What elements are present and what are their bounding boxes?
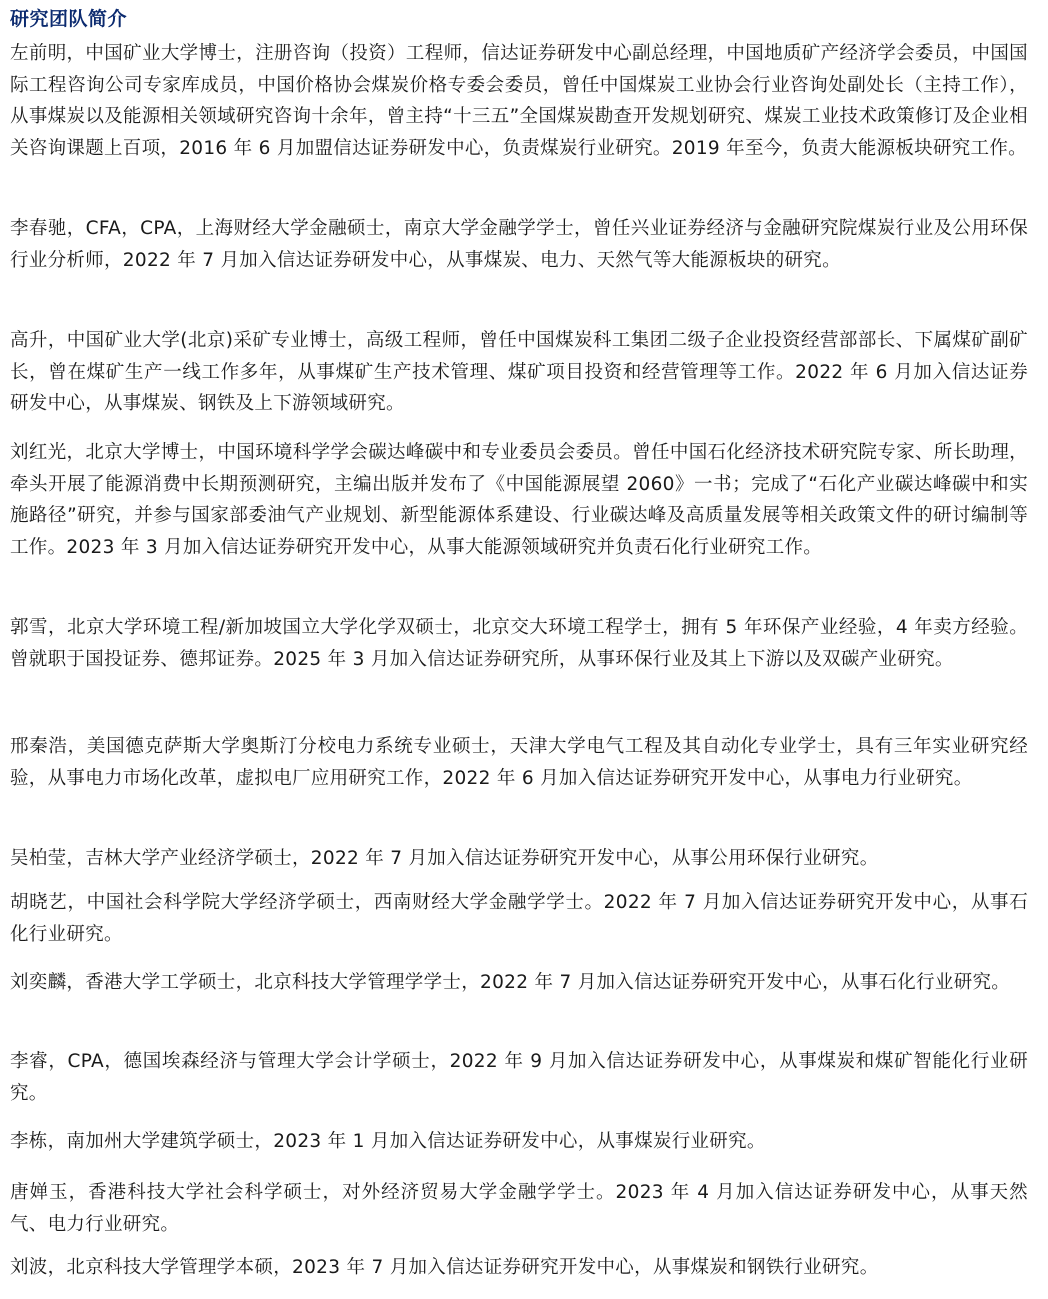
bio-liu-hongguang: 刘红光，北京大学博士，中国环境科学学会碳达峰碳中和专业委员会委员。曾任中国石化经济技术研究院专家、所长助理，牵头开展了能源消费中长期预测研究，主编出版并发布了《中国能源展望 2060》一书；完成了“石化产业碳达峰碳中和实施路径”研究，并参与国家部委油气产业规划、新型能源体系建设、行业碳达峰及高质量发展等相关政策文件的研讨编制等工作。2023 年 3 月加入信达证券研究开发中心，从事大能源领域研究并负责石化行业研究工作。: [10, 442, 1028, 558]
bio-liu-yilin: 刘奕麟，香港大学工学硕士，北京科技大学管理学学士，2022 年 7 月加入信达证券研究开发中心，从事石化行业研究。: [10, 972, 1011, 993]
bio-li-chunchi: 李春驰，CFA，CPA，上海财经大学金融硕士，南京大学金融学学士，曾任兴业证券经济与金融研究院煤炭行业及公用环保行业分析师，2022 年 7 月加入信达证券研发中心，从事煤炭、电力、天然气等大能源板块的研究。: [10, 218, 1028, 271]
bio-zuo-qianming: 左前明，中国矿业大学博士，注册咨询（投资）工程师，信达证券研发中心副总经理，中国地质矿产经济学会委员，中国国际工程咨询公司专家库成员，中国价格协会煤炭价格专委会委员，曾任中国煤炭工业协会行业咨询处副处长（主持工作），从事煤炭以及能源相关领域研究咨询十余年，曾主持“十三五”全国煤炭勘查开发规划研究、煤炭工业技术政策修订及企业相关咨询课题上百项，2016 年 6 月加盟信达证券研发中心，负责煤炭行业研究。2019 年至今，负责大能源板块研究工作。: [10, 43, 1028, 159]
bio-liu-bo: 刘波，北京科技大学管理学本硕，2023 年 7 月加入信达证券研究开发中心，从事煤炭和钢铁行业研究。: [10, 1257, 879, 1278]
bio-hu-xiaoyi: 胡晓艺，中国社会科学院大学经济学硕士，西南财经大学金融学学士。2022 年 7 月加入信达证券研究开发中心，从事石化行业研究。: [10, 892, 1028, 945]
section-title: 研究团队简介: [10, 8, 128, 30]
bio-li-rui: 李睿，CPA，德国埃森经济与管理大学会计学硕士，2022 年 9 月加入信达证券研发中心，从事煤炭和煤矿智能化行业研究。: [10, 1051, 1028, 1104]
bio-tang-chanyu: 唐婵玉，香港科技大学社会科学硕士，对外经济贸易大学金融学学士。2023 年 4 月加入信达证券研发中心，从事天然气、电力行业研究。: [10, 1182, 1028, 1235]
bio-li-dong: 李栋，南加州大学建筑学硕士，2023 年 1 月加入信达证券研发中心，从事煤炭行业研究。: [10, 1131, 766, 1152]
bio-xing-qinhao: 邢秦浩，美国德克萨斯大学奥斯汀分校电力系统专业硕士，天津大学电气工程及其自动化专业学士，具有三年实业研究经验，从事电力市场化改革，虚拟电厂应用研究工作，2022 年 6 月加入信达证券研究开发中心，从事电力行业研究。: [10, 736, 1028, 789]
bio-wu-baiying: 吴柏莹，吉林大学产业经济学硕士，2022 年 7 月加入信达证券研究开发中心，从事公用环保行业研究。: [10, 848, 879, 869]
bio-gao-sheng: 高升，中国矿业大学(北京)采矿专业博士，高级工程师，曾任中国煤炭科工集团二级子企业投资经营部部长、下属煤矿副矿长，曾在煤矿生产一线工作多年，从事煤矿生产技术管理、煤矿项目投资和经营管理等工作。2022 年 6 月加入信达证券研发中心，从事煤炭、钢铁及上下游领域研究。: [10, 330, 1028, 414]
bio-guo-xue: 郭雪，北京大学环境工程/新加坡国立大学化学双硕士，北京交大环境工程学士，拥有 5 年环保产业经验，4 年卖方经验。曾就职于国投证券、德邦证券。2025 年 3 月加入信达证券研究所，从事环保行业及其上下游以及双碳产业研究。: [10, 617, 1028, 670]
